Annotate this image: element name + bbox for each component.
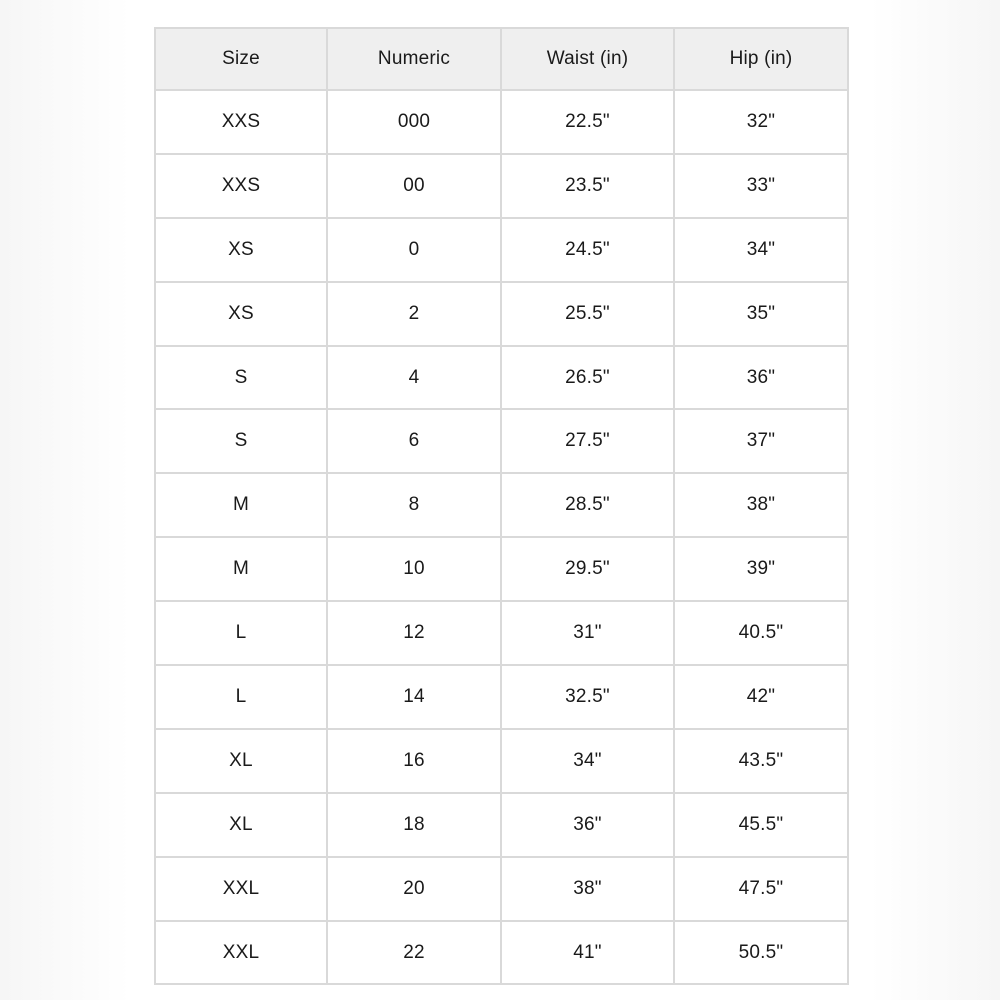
cell-size: L — [155, 601, 327, 665]
table-row — [155, 409, 848, 473]
table-row — [155, 921, 848, 985]
table-row — [155, 154, 848, 218]
right-background-shade — [870, 0, 1000, 1000]
table-row — [155, 857, 848, 921]
cell-hip: 37" — [674, 409, 848, 473]
cell-size: XXS — [155, 90, 327, 154]
cell-hip: 35" — [674, 282, 848, 346]
size-chart-header — [155, 28, 848, 90]
cell-hip: 47.5" — [674, 857, 848, 921]
cell-hip: 33" — [674, 154, 848, 218]
cell-size: XL — [155, 729, 327, 793]
cell-size: XS — [155, 282, 327, 346]
cell-hip: 39" — [674, 537, 848, 601]
cell-size: S — [155, 346, 327, 410]
cell-numeric: 22 — [327, 921, 501, 985]
cell-numeric: 18 — [327, 793, 501, 857]
cell-waist: 38" — [501, 857, 674, 921]
cell-size: M — [155, 473, 327, 537]
cell-waist: 28.5" — [501, 473, 674, 537]
cell-numeric: 2 — [327, 282, 501, 346]
cell-hip: 42" — [674, 665, 848, 729]
cell-numeric: 10 — [327, 537, 501, 601]
table-row — [155, 218, 848, 282]
table-row — [155, 729, 848, 793]
cell-size: XXL — [155, 857, 327, 921]
cell-size: L — [155, 665, 327, 729]
size-chart-table — [154, 27, 849, 985]
cell-waist: 25.5" — [501, 282, 674, 346]
table-row — [155, 793, 848, 857]
size-chart-body — [155, 90, 848, 984]
cell-size: XXS — [155, 154, 327, 218]
cell-waist: 34" — [501, 729, 674, 793]
left-background-shade — [0, 0, 130, 1000]
cell-waist: 22.5" — [501, 90, 674, 154]
cell-numeric: 00 — [327, 154, 501, 218]
cell-waist: 32.5" — [501, 665, 674, 729]
cell-waist: 36" — [501, 793, 674, 857]
cell-hip: 32" — [674, 90, 848, 154]
header-numeric: Numeric — [327, 28, 501, 90]
cell-waist: 27.5" — [501, 409, 674, 473]
header-hip: Hip (in) — [674, 28, 848, 90]
cell-size: S — [155, 409, 327, 473]
cell-size: XL — [155, 793, 327, 857]
table-row — [155, 537, 848, 601]
cell-size: XXL — [155, 921, 327, 985]
cell-numeric: 6 — [327, 409, 501, 473]
cell-waist: 29.5" — [501, 537, 674, 601]
table-row — [155, 282, 848, 346]
cell-numeric: 14 — [327, 665, 501, 729]
cell-hip: 34" — [674, 218, 848, 282]
table-row — [155, 665, 848, 729]
cell-hip: 38" — [674, 473, 848, 537]
cell-size: M — [155, 537, 327, 601]
cell-size: XS — [155, 218, 327, 282]
cell-hip: 43.5" — [674, 729, 848, 793]
table-row — [155, 346, 848, 410]
cell-numeric: 4 — [327, 346, 501, 410]
cell-numeric: 12 — [327, 601, 501, 665]
cell-hip: 36" — [674, 346, 848, 410]
cell-waist: 41" — [501, 921, 674, 985]
cell-numeric: 0 — [327, 218, 501, 282]
cell-numeric: 16 — [327, 729, 501, 793]
header-size: Size — [155, 28, 327, 90]
cell-hip: 40.5" — [674, 601, 848, 665]
header-waist: Waist (in) — [501, 28, 674, 90]
table-row — [155, 601, 848, 665]
cell-hip: 45.5" — [674, 793, 848, 857]
cell-waist: 31" — [501, 601, 674, 665]
cell-numeric: 000 — [327, 90, 501, 154]
cell-numeric: 20 — [327, 857, 501, 921]
cell-waist: 24.5" — [501, 218, 674, 282]
table-row — [155, 473, 848, 537]
header-row — [155, 28, 848, 90]
table-row — [155, 90, 848, 154]
cell-numeric: 8 — [327, 473, 501, 537]
cell-waist: 26.5" — [501, 346, 674, 410]
cell-waist: 23.5" — [501, 154, 674, 218]
cell-hip: 50.5" — [674, 921, 848, 985]
